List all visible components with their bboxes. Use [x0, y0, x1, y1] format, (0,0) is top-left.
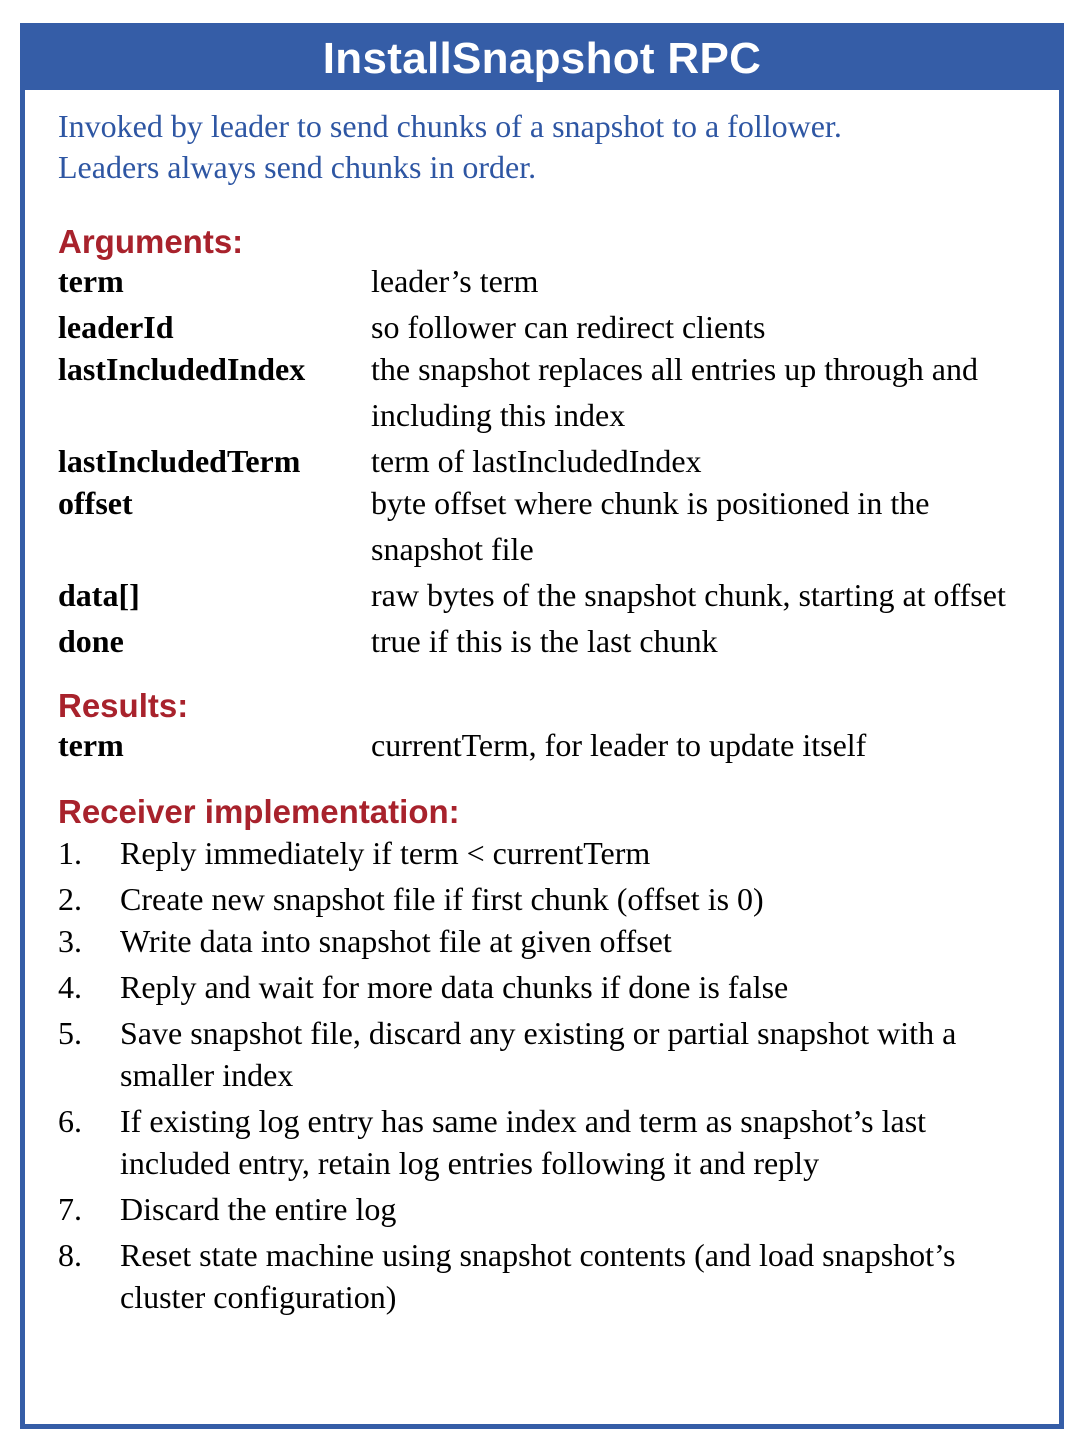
card-content [25, 106, 1059, 1318]
step-number: 7. [58, 1191, 82, 1227]
receiver-step [58, 832, 1039, 874]
argument-desc: byte offset where chunk is positioned in the snapshot file [371, 485, 930, 567]
argument-name: lastIncludedTerm [58, 443, 301, 479]
step-text: Reply immediately if term < currentTerm [120, 835, 651, 871]
receiver-step [58, 1012, 1039, 1096]
argument-name: term [58, 263, 124, 299]
step-number: 6. [58, 1103, 82, 1139]
step-number: 1. [58, 835, 82, 871]
step-number: 4. [58, 969, 82, 1005]
step-number: 5. [58, 1015, 82, 1051]
card-title: InstallSnapshot RPC [25, 28, 1059, 90]
argument-name: done [58, 623, 124, 659]
receiver-steps [58, 832, 1039, 1318]
step-number: 3. [58, 923, 82, 959]
argument-name: data[] [58, 577, 140, 613]
argument-desc: so follower can redirect clients [371, 309, 766, 345]
receiver-step [58, 1100, 1039, 1184]
arguments-heading: Arguments: [58, 223, 244, 260]
step-text: Save snapshot file, discard any existing or partial snapshot with a smaller index [120, 1015, 957, 1093]
step-number: 2. [58, 881, 82, 917]
argument-row-lastincludedindex [58, 346, 1039, 438]
argument-desc: leader’s term [371, 263, 539, 299]
argument-desc: raw bytes of the snapshot chunk, starting at offset [371, 577, 1006, 613]
argument-row-term [58, 258, 1039, 304]
receiver-step [58, 1188, 1039, 1230]
step-text: If existing log entry has same index and term as snapshot’s last included entry, retain log entries following it and reply [120, 1103, 927, 1181]
result-row-term [58, 722, 1039, 768]
receiver-step [58, 920, 1039, 962]
receiver-step [58, 878, 1039, 920]
receiver-step [58, 1234, 1039, 1318]
results-list [58, 722, 1039, 768]
step-text: Reply and wait for more data chunks if done is false [120, 969, 789, 1005]
step-text: Discard the entire log [120, 1191, 397, 1227]
result-desc: currentTerm, for leader to update itself [371, 727, 867, 763]
results-heading: Results: [58, 687, 189, 724]
installsnapshot-rpc-card [20, 23, 1064, 1429]
step-text: Create new snapshot file if first chunk (offset is 0) [120, 881, 764, 917]
step-text: Reset state machine using snapshot contents (and load snapshot’s cluster configuration) [120, 1237, 956, 1315]
argument-name: offset [58, 485, 133, 521]
argument-row-done [58, 618, 1039, 664]
argument-row-leaderid [58, 304, 1039, 350]
intro-line-2: Leaders always send chunks in order. [58, 149, 537, 185]
argument-desc: term of lastIncludedIndex [371, 443, 702, 479]
result-name: term [58, 727, 124, 763]
intro-text [58, 106, 1039, 188]
argument-name: lastIncludedIndex [58, 351, 306, 387]
step-number: 8. [58, 1237, 82, 1273]
argument-row-data [58, 572, 1039, 618]
argument-row-lastincludedterm [58, 438, 1039, 484]
argument-desc: the snapshot replaces all entries up through and including this index [371, 351, 978, 433]
arguments-list [58, 258, 1039, 664]
receiver-heading: Receiver implementation: [58, 793, 460, 830]
argument-desc: true if this is the last chunk [371, 623, 718, 659]
argument-row-offset [58, 480, 1039, 572]
step-text: Write data into snapshot file at given offset [120, 923, 672, 959]
intro-line-1: Invoked by leader to send chunks of a snapshot to a follower. [58, 108, 842, 144]
argument-name: leaderId [58, 309, 174, 345]
receiver-step [58, 966, 1039, 1008]
